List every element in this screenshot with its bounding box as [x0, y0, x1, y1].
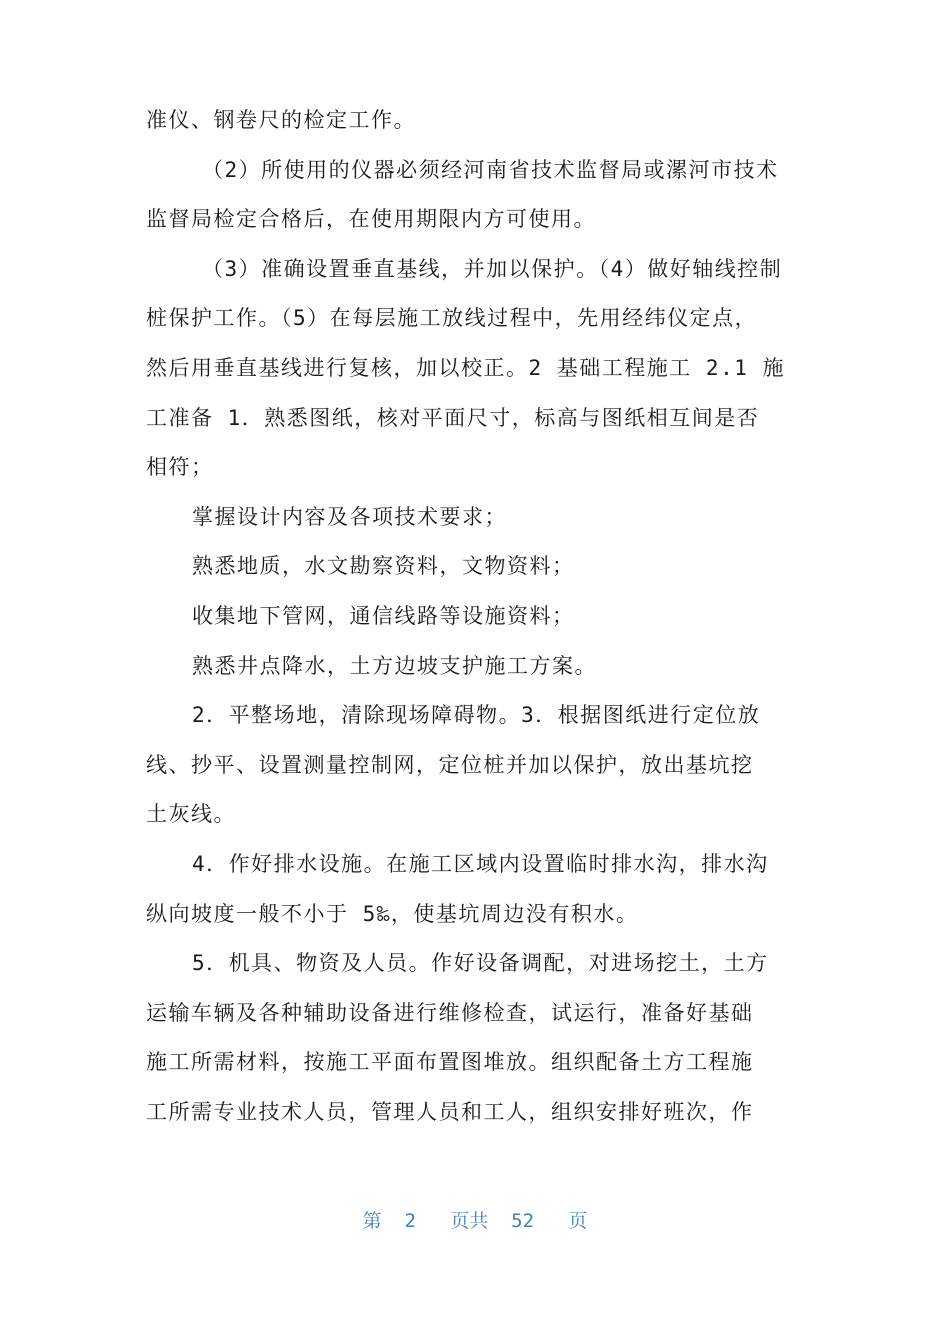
page-footer: 第 2 页共 52 页: [362, 1210, 588, 1232]
text-line: 熟悉地质，水文勘察资料，文物资料；: [192, 554, 575, 579]
text-line: 2．平整场地，清除现场障碍物。3．根据图纸进行定位放: [192, 703, 761, 728]
text-line: 土灰线。: [146, 802, 236, 827]
body-text: [146, 96, 806, 1137]
text-line: 线、抄平、设置测量控制网，定位桩并加以保护，放出基坑挖: [146, 752, 754, 777]
text-line: 运输车辆及各种辅助设备进行维修检查，试运行，准备好基础: [146, 1000, 754, 1025]
text-line: 工准备 1．熟悉图纸，核对平面尺寸，标高与图纸相互间是否: [146, 405, 760, 430]
text-line: 5．机具、物资及人员。作好设备调配，对进场挖土，土方: [192, 951, 769, 976]
text-line: 监督局检定合格后，在使用期限内方可使用。: [146, 207, 596, 232]
text-line: 熟悉井点降水，土方边坡支护施工方案。: [192, 653, 597, 678]
text-line: 然后用垂直基线进行复核，加以校正。2 基础工程施工 2.1 施: [146, 355, 785, 380]
text-line: 桩保护工作。（5）在每层施工放线过程中，先用经纬仪定点，: [146, 306, 758, 331]
text-line: 收集地下管网，通信线路等设施资料；: [192, 603, 575, 628]
text-line: 施工所需材料，按施工平面布置图堆放。组织配备土方工程施: [146, 1050, 754, 1075]
text-line: 纵向坡度一般不小于 5‰，使基坑周边没有积水。: [146, 901, 639, 926]
text-line: 4．作好排水设施。在施工区域内设置临时排水沟，排水沟: [192, 851, 769, 876]
text-line: 工所需专业技术人员，管理人员和工人，组织安排好班次，作: [146, 1099, 754, 1124]
text-line: 掌握设计内容及各项技术要求；: [192, 504, 507, 529]
text-line: 准仪、钢卷尺的检定工作。: [146, 108, 416, 132]
text-line: 相符；: [146, 455, 214, 480]
text-line: （2）所使用的仪器必须经河南省技术监督局或漯河市技术: [202, 157, 779, 182]
text-line: （3）准确设置垂直基线，并加以保护。（4）做好轴线控制: [202, 256, 783, 281]
